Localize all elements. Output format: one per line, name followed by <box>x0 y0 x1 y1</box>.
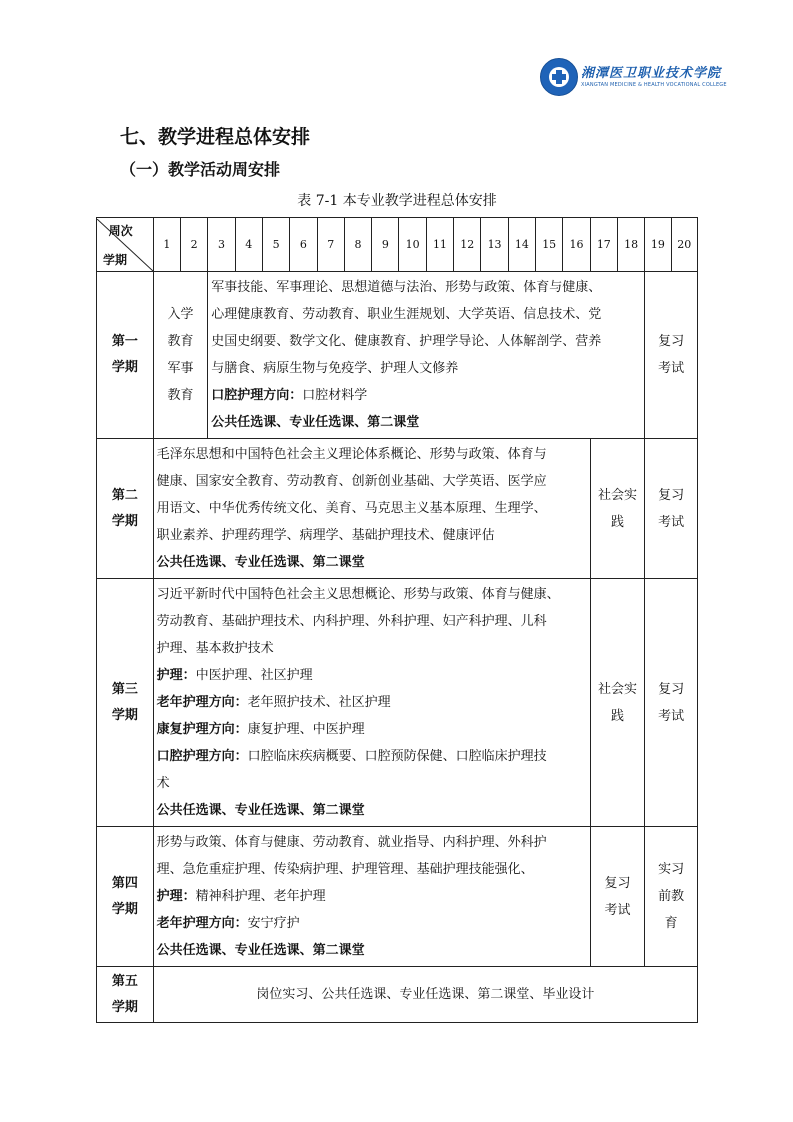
course-line: 术 <box>156 776 170 791</box>
course-line: 劳动教育、基础护理技术、内科护理、外科护理、妇产科护理、儿科 <box>156 614 547 629</box>
table-caption: 表 7-1 本专业教学进程总体安排 <box>297 193 497 209</box>
course-line: 史国史纲要、数学文化、健康教育、护理学导论、人体解剖学、营养 <box>211 334 602 349</box>
college-name-en: XIANGTAN MEDICINE & HEALTH VOCATIONAL COLLEGE <box>581 82 727 88</box>
week-number: 10 <box>399 218 426 272</box>
header-row <box>97 218 698 272</box>
course-line: 口腔护理方向：口腔临床疾病概要、口腔预防保健、口腔临床护理技 <box>156 749 547 764</box>
week-number: 15 <box>536 218 563 272</box>
course-line: 公共任选课、专业任选课、第二课堂 <box>156 555 365 570</box>
week-number: 7 <box>317 218 344 272</box>
week-number: 3 <box>208 218 235 272</box>
term-label: 学期 <box>103 252 128 267</box>
college-emblem-icon <box>540 58 578 96</box>
week-number: 16 <box>563 218 590 272</box>
term-row <box>97 827 698 967</box>
course-line: 用语文、中华优秀传统文化、美育、马克思主义基本原理、生理学、 <box>156 501 547 516</box>
course-line: 康复护理方向：康复护理、中医护理 <box>156 722 365 737</box>
social-practice-cell: 社会实 践 <box>590 579 645 827</box>
week-number: 5 <box>262 218 289 272</box>
pre-internship-cell: 实习 前教 育 <box>645 827 698 967</box>
week-number: 8 <box>344 218 371 272</box>
course-line: 职业素养、护理药理学、病理学、基础护理技术、健康评估 <box>156 528 495 543</box>
term-row <box>97 967 698 1023</box>
course-line: 老年护理方向：安宁疗护 <box>156 916 300 931</box>
week-number: 6 <box>290 218 317 272</box>
review-exam-cell: 复习 考试 <box>590 827 645 967</box>
term-row <box>97 272 698 439</box>
subsection-title: （一）教学活动周安排 <box>120 160 281 179</box>
course-list-cell <box>153 579 590 827</box>
course-line: 健康、国家安全教育、劳动教育、创新创业基础、大学英语、医学应 <box>156 474 547 489</box>
course-line: 护理、基本救护技术 <box>156 641 274 656</box>
college-name-cn: 湘潭医卫职业技术学院 <box>581 66 722 81</box>
course-line: 毛泽东思想和中国特色社会主义理论体系概论、形势与政策、体育与 <box>156 447 547 462</box>
section-title: 七、教学进程总体安排 <box>120 126 311 148</box>
week-number: 19 <box>645 218 671 272</box>
term-label-cell: 第五 学期 <box>97 967 154 1023</box>
course-line: 习近平新时代中国特色社会主义思想概论、形势与政策、体育与健康、 <box>156 587 560 602</box>
term-row <box>97 439 698 579</box>
term-label-cell: 第四 学期 <box>97 827 154 967</box>
week-number: 4 <box>235 218 262 272</box>
week-number: 1 <box>153 218 180 272</box>
college-logo <box>540 58 727 98</box>
review-exam-cell: 复习 考试 <box>645 579 698 827</box>
course-line: 公共任选课、专业任选课、第二课堂 <box>156 943 365 958</box>
course-line: 口腔护理方向：口腔材料学 <box>211 388 368 403</box>
course-line: 老年护理方向：老年照护技术、社区护理 <box>156 695 391 710</box>
course-line: 护理：精神科护理、老年护理 <box>156 889 326 904</box>
internship-cell: 岗位实习、公共任选课、专业任选课、第二课堂、毕业设计 <box>153 967 697 1023</box>
schedule-table <box>96 217 698 1023</box>
week-number: 9 <box>372 218 399 272</box>
course-line: 理、急危重症护理、传染病护理、护理管理、基础护理技能强化、 <box>156 862 534 877</box>
review-exam-cell: 复习 考试 <box>645 439 698 579</box>
week-number: 11 <box>426 218 453 272</box>
course-list-cell <box>153 827 590 967</box>
course-list-cell <box>208 272 645 439</box>
course-line: 公共任选课、专业任选课、第二课堂 <box>211 415 420 430</box>
course-list-cell <box>153 439 590 579</box>
intro-education-cell: 入学 教育 军事 教育 <box>153 272 208 439</box>
term-label-cell: 第三 学期 <box>97 579 154 827</box>
course-line: 心理健康教育、劳动教育、职业生涯规划、大学英语、信息技术、党 <box>211 307 602 322</box>
week-number: 2 <box>180 218 207 272</box>
term-label-cell: 第二 学期 <box>97 439 154 579</box>
review-exam-cell: 复习 考试 <box>645 272 698 439</box>
week-label: 周次 <box>108 223 133 238</box>
corner-cell <box>97 218 154 272</box>
course-line: 与膳食、病原生物与免疫学、护理人文修养 <box>211 361 459 376</box>
course-line: 军事技能、军事理论、思想道德与法治、形势与政策、体育与健康、 <box>211 280 602 295</box>
week-number: 20 <box>671 218 697 272</box>
week-number: 18 <box>617 218 644 272</box>
week-number: 12 <box>454 218 481 272</box>
social-practice-cell: 社会实 践 <box>590 439 645 579</box>
week-number: 13 <box>481 218 508 272</box>
week-number: 14 <box>508 218 535 272</box>
term-label-cell: 第一 学期 <box>97 272 154 439</box>
course-line: 公共任选课、专业任选课、第二课堂 <box>156 803 365 818</box>
course-line: 形势与政策、体育与健康、劳动教育、就业指导、内科护理、外科护 <box>156 835 547 850</box>
term-row <box>97 579 698 827</box>
course-line: 护理：中医护理、社区护理 <box>156 668 313 683</box>
week-number: 17 <box>590 218 617 272</box>
